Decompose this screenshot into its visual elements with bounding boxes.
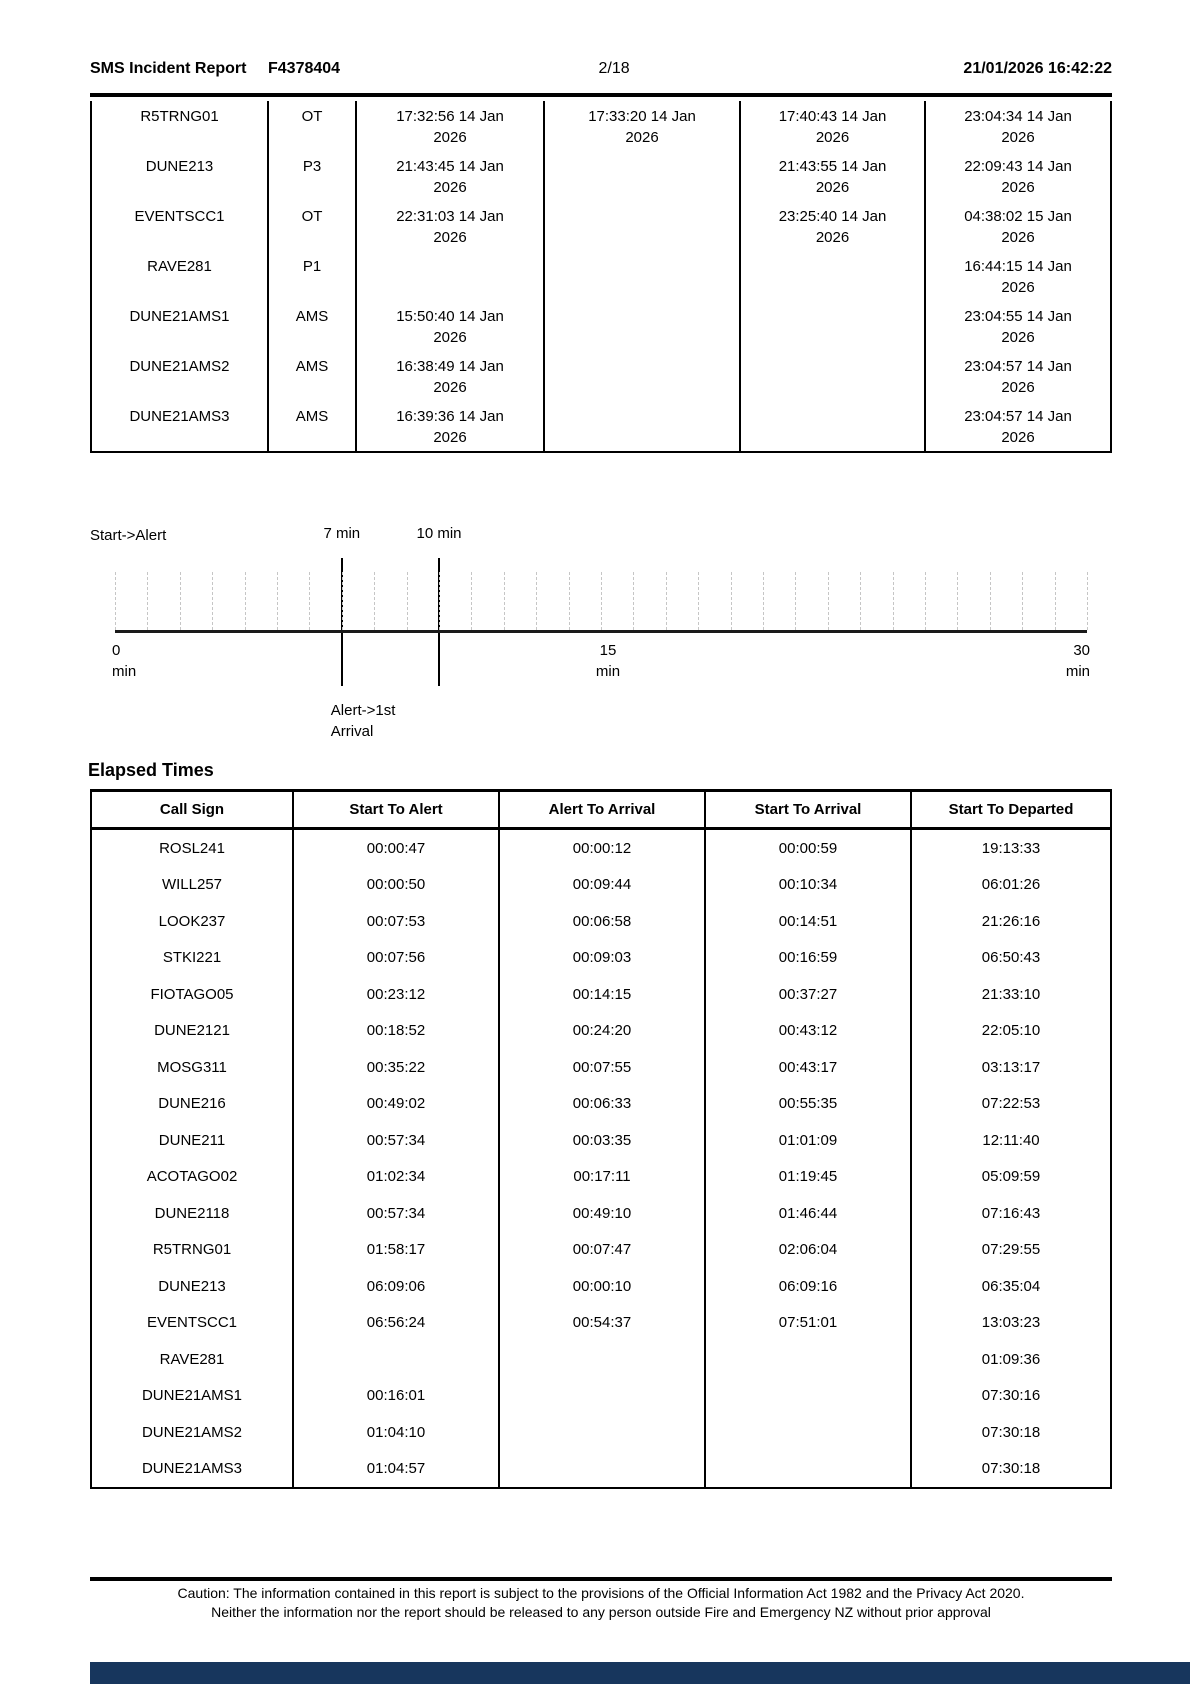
time-cell: 21:43:45 14 Jan 2026 bbox=[355, 151, 543, 201]
elapsed-row bbox=[92, 1414, 1110, 1451]
elapsed-row bbox=[92, 1268, 1110, 1305]
report-title: SMS Incident Report bbox=[90, 60, 247, 77]
minute-gridline bbox=[504, 572, 505, 630]
target-marker-label: 10 min bbox=[416, 525, 462, 542]
minute-gridline bbox=[212, 572, 213, 630]
elapsed-time-cell: 00:16:01 bbox=[292, 1378, 498, 1415]
elapsed-time-cell: 00:06:58 bbox=[498, 903, 704, 940]
call-sign-cell: DUNE213 bbox=[158, 1277, 226, 1295]
elapsed-time-cell: 07:30:16 bbox=[910, 1378, 1110, 1415]
elapsed-time-cell bbox=[498, 1341, 704, 1378]
elapsed-row bbox=[92, 1341, 1110, 1378]
generated-datetime: 21/01/2026 16:42:22 bbox=[963, 60, 1112, 77]
call-sign-cell: DUNE211 bbox=[158, 1131, 226, 1149]
elapsed-row bbox=[92, 1305, 1110, 1342]
elapsed-row bbox=[92, 1159, 1110, 1196]
time-cell: 23:04:55 14 Jan 2026 bbox=[924, 301, 1110, 351]
time-cell: 17:33:20 14 Jan 2026 bbox=[543, 101, 739, 151]
minute-gridline bbox=[439, 572, 440, 630]
priority-cell: AMS bbox=[267, 401, 355, 451]
call-sign-cell: WILL257 bbox=[161, 876, 223, 894]
time-cell bbox=[739, 351, 924, 401]
resource-row bbox=[92, 101, 1110, 151]
elapsed-time-cell: 00:43:17 bbox=[704, 1049, 910, 1086]
call-sign-cell: DUNE21AMS2 bbox=[129, 358, 230, 375]
elapsed-times-title: Elapsed Times bbox=[88, 760, 214, 780]
call-sign-cell: DUNE21AMS3 bbox=[129, 408, 230, 425]
elapsed-header-cell: Start To Departed bbox=[910, 792, 1110, 830]
minute-gridline bbox=[569, 572, 570, 630]
time-cell: 17:32:56 14 Jan 2026 bbox=[355, 101, 543, 151]
time-cell: 21:43:55 14 Jan 2026 bbox=[739, 151, 924, 201]
elapsed-time-cell: 01:04:10 bbox=[292, 1414, 498, 1451]
call-sign-cell: EVENTSCC1 bbox=[146, 1314, 238, 1332]
resource-row bbox=[92, 201, 1110, 251]
elapsed-row bbox=[92, 1086, 1110, 1123]
minute-gridline bbox=[374, 572, 375, 630]
call-sign-cell: STKI221 bbox=[162, 949, 222, 967]
elapsed-time-cell: 00:23:12 bbox=[292, 976, 498, 1013]
elapsed-time-cell: 00:07:53 bbox=[292, 903, 498, 940]
time-cell: 23:04:34 14 Jan 2026 bbox=[924, 101, 1110, 151]
resource-row bbox=[92, 151, 1110, 201]
minute-gridline bbox=[1087, 572, 1088, 630]
time-cell bbox=[355, 251, 543, 301]
page-number: 2/18 bbox=[598, 60, 630, 77]
alert-to-arrival-annotation: Alert->1st Arrival bbox=[330, 702, 396, 740]
elapsed-time-cell: 03:13:17 bbox=[910, 1049, 1110, 1086]
call-sign-cell: ACOTAGO02 bbox=[146, 1168, 238, 1186]
time-cell: 22:09:43 14 Jan 2026 bbox=[924, 151, 1110, 201]
call-sign-cell: DUNE2118 bbox=[154, 1204, 230, 1222]
elapsed-time-cell bbox=[704, 1451, 910, 1488]
elapsed-times-table bbox=[90, 789, 1112, 1489]
elapsed-row bbox=[92, 1013, 1110, 1050]
timeline-title: Start->Alert bbox=[90, 527, 167, 544]
elapsed-time-cell: 00:16:59 bbox=[704, 940, 910, 977]
elapsed-time-cell: 00:00:12 bbox=[498, 830, 704, 867]
time-cell bbox=[543, 201, 739, 251]
priority-cell: AMS bbox=[267, 351, 355, 401]
minute-gridline bbox=[1055, 572, 1056, 630]
elapsed-time-cell: 00:35:22 bbox=[292, 1049, 498, 1086]
elapsed-time-cell: 00:09:44 bbox=[498, 867, 704, 904]
minute-gridline bbox=[342, 572, 343, 630]
footer-rule bbox=[90, 1577, 1112, 1581]
time-cell bbox=[739, 301, 924, 351]
call-sign-cell: DUNE21AMS1 bbox=[141, 1387, 243, 1405]
elapsed-time-cell bbox=[704, 1378, 910, 1415]
time-cell: 23:04:57 14 Jan 2026 bbox=[924, 401, 1110, 451]
minute-gridline bbox=[147, 572, 148, 630]
elapsed-header-cell: Call Sign bbox=[92, 792, 292, 830]
elapsed-time-cell: 01:09:36 bbox=[910, 1341, 1110, 1378]
resource-row bbox=[92, 251, 1110, 301]
elapsed-time-cell: 05:09:59 bbox=[910, 1159, 1110, 1196]
elapsed-time-cell: 00:17:11 bbox=[498, 1159, 704, 1196]
page-header bbox=[90, 60, 1112, 86]
time-cell bbox=[543, 151, 739, 201]
elapsed-time-cell: 00:37:27 bbox=[704, 976, 910, 1013]
elapsed-time-cell bbox=[704, 1341, 910, 1378]
elapsed-time-cell: 01:01:09 bbox=[704, 1122, 910, 1159]
elapsed-time-cell: 06:56:24 bbox=[292, 1305, 498, 1342]
time-cell bbox=[739, 401, 924, 451]
minute-gridline bbox=[666, 572, 667, 630]
minute-gridline bbox=[407, 572, 408, 630]
elapsed-time-cell: 12:11:40 bbox=[910, 1122, 1110, 1159]
axis-label-15: 15 min bbox=[595, 642, 621, 680]
elapsed-time-cell: 06:01:26 bbox=[910, 867, 1110, 904]
priority-cell: P3 bbox=[267, 151, 355, 201]
elapsed-time-cell bbox=[704, 1414, 910, 1451]
time-cell: 04:38:02 15 Jan 2026 bbox=[924, 201, 1110, 251]
elapsed-time-cell: 07:30:18 bbox=[910, 1451, 1110, 1488]
call-sign-cell: DUNE216 bbox=[158, 1095, 226, 1113]
call-sign-cell: DUNE21AMS3 bbox=[141, 1460, 243, 1478]
elapsed-time-cell: 07:29:55 bbox=[910, 1232, 1110, 1269]
elapsed-time-cell: 00:09:03 bbox=[498, 940, 704, 977]
elapsed-time-cell: 00:54:37 bbox=[498, 1305, 704, 1342]
call-sign-cell: RAVE281 bbox=[159, 1350, 225, 1368]
elapsed-time-cell: 07:22:53 bbox=[910, 1086, 1110, 1123]
resource-times-table bbox=[90, 101, 1112, 453]
elapsed-time-cell: 00:49:02 bbox=[292, 1086, 498, 1123]
call-sign-cell: DUNE2121 bbox=[154, 1022, 230, 1040]
elapsed-time-cell: 00:55:35 bbox=[704, 1086, 910, 1123]
call-sign-cell: FIOTAGO05 bbox=[150, 985, 234, 1003]
call-sign-cell: DUNE21AMS1 bbox=[129, 308, 230, 325]
time-cell bbox=[543, 351, 739, 401]
elapsed-time-cell: 02:06:04 bbox=[704, 1232, 910, 1269]
minute-gridline bbox=[277, 572, 278, 630]
elapsed-time-cell: 00:07:55 bbox=[498, 1049, 704, 1086]
elapsed-row bbox=[92, 830, 1110, 867]
elapsed-time-cell: 00:14:51 bbox=[704, 903, 910, 940]
elapsed-time-cell: 01:02:34 bbox=[292, 1159, 498, 1196]
elapsed-row bbox=[92, 1122, 1110, 1159]
minute-gridline bbox=[698, 572, 699, 630]
minute-gridline bbox=[536, 572, 537, 630]
elapsed-time-cell bbox=[498, 1451, 704, 1488]
elapsed-time-cell: 21:26:16 bbox=[910, 903, 1110, 940]
minute-gridline bbox=[795, 572, 796, 630]
call-sign-cell: EVENTSCC1 bbox=[134, 208, 225, 225]
elapsed-time-cell: 00:07:56 bbox=[292, 940, 498, 977]
call-sign-cell: ROSL241 bbox=[159, 839, 225, 857]
resource-row bbox=[92, 401, 1110, 451]
minute-gridline bbox=[990, 572, 991, 630]
minute-gridline bbox=[115, 572, 116, 630]
call-sign-cell: MOSG311 bbox=[157, 1058, 227, 1076]
elapsed-time-cell: 06:09:06 bbox=[292, 1268, 498, 1305]
time-cell: 17:40:43 14 Jan 2026 bbox=[739, 101, 924, 151]
incident-number: F4378404 bbox=[268, 60, 341, 77]
minute-gridline bbox=[925, 572, 926, 630]
elapsed-time-cell: 00:00:47 bbox=[292, 830, 498, 867]
time-cell: 15:50:40 14 Jan 2026 bbox=[355, 301, 543, 351]
minute-gridline bbox=[633, 572, 634, 630]
minute-gridline bbox=[731, 572, 732, 630]
priority-cell: OT bbox=[267, 201, 355, 251]
time-cell: 16:44:15 14 Jan 2026 bbox=[924, 251, 1110, 301]
elapsed-time-cell bbox=[498, 1378, 704, 1415]
target-marker-label: 7 min bbox=[323, 525, 361, 542]
time-cell bbox=[543, 301, 739, 351]
minute-gridline bbox=[828, 572, 829, 630]
elapsed-row bbox=[92, 1378, 1110, 1415]
priority-cell: P1 bbox=[267, 251, 355, 301]
elapsed-time-cell: 06:35:04 bbox=[910, 1268, 1110, 1305]
elapsed-header-cell: Start To Arrival bbox=[704, 792, 910, 830]
resource-row bbox=[92, 301, 1110, 351]
call-sign-cell: RAVE281 bbox=[147, 258, 212, 275]
elapsed-time-cell: 00:06:33 bbox=[498, 1086, 704, 1123]
time-cell: 16:39:36 14 Jan 2026 bbox=[355, 401, 543, 451]
elapsed-time-cell: 07:51:01 bbox=[704, 1305, 910, 1342]
time-cell bbox=[543, 251, 739, 301]
priority-cell: AMS bbox=[267, 301, 355, 351]
elapsed-time-cell: 22:05:10 bbox=[910, 1013, 1110, 1050]
elapsed-header-cell: Start To Alert bbox=[292, 792, 498, 830]
caution-line-2: Neither the information nor the report should be released to any person outside Fire and Emergency NZ without prior approval bbox=[211, 1604, 991, 1620]
elapsed-row bbox=[92, 940, 1110, 977]
elapsed-row bbox=[92, 1049, 1110, 1086]
timeline-axis bbox=[115, 630, 1087, 633]
time-cell: 16:38:49 14 Jan 2026 bbox=[355, 351, 543, 401]
minute-gridline bbox=[957, 572, 958, 630]
minute-gridline bbox=[245, 572, 246, 630]
elapsed-time-cell: 00:00:10 bbox=[498, 1268, 704, 1305]
elapsed-time-cell: 07:16:43 bbox=[910, 1195, 1110, 1232]
resource-row bbox=[92, 351, 1110, 401]
call-sign-cell: R5TRNG01 bbox=[152, 1241, 232, 1259]
axis-label-30: 30 min bbox=[1065, 642, 1090, 680]
elapsed-time-cell: 00:14:15 bbox=[498, 976, 704, 1013]
elapsed-time-cell: 00:24:20 bbox=[498, 1013, 704, 1050]
elapsed-time-cell: 06:09:16 bbox=[704, 1268, 910, 1305]
footer-bar bbox=[90, 1662, 1190, 1684]
elapsed-time-cell: 00:10:34 bbox=[704, 867, 910, 904]
elapsed-row bbox=[92, 1451, 1110, 1488]
minute-gridline bbox=[893, 572, 894, 630]
time-cell: 22:31:03 14 Jan 2026 bbox=[355, 201, 543, 251]
elapsed-time-cell bbox=[292, 1341, 498, 1378]
time-cell bbox=[739, 251, 924, 301]
caution-line-1: Caution: The information contained in this report is subject to the provisions of the Official Information Act 1982 and the Privacy Act 2020. bbox=[177, 1585, 1025, 1601]
axis-label-0: 0 min bbox=[112, 642, 137, 680]
call-sign-cell: DUNE213 bbox=[145, 158, 214, 175]
call-sign-cell: LOOK237 bbox=[158, 912, 226, 930]
minute-gridline bbox=[601, 572, 602, 630]
minute-gridline bbox=[471, 572, 472, 630]
elapsed-time-cell: 00:57:34 bbox=[292, 1195, 498, 1232]
elapsed-time-cell: 21:33:10 bbox=[910, 976, 1110, 1013]
elapsed-time-cell: 07:30:18 bbox=[910, 1414, 1110, 1451]
elapsed-time-cell: 01:04:57 bbox=[292, 1451, 498, 1488]
elapsed-time-cell: 19:13:33 bbox=[910, 830, 1110, 867]
elapsed-time-cell: 00:03:35 bbox=[498, 1122, 704, 1159]
time-cell: 23:04:57 14 Jan 2026 bbox=[924, 351, 1110, 401]
elapsed-time-cell: 06:50:43 bbox=[910, 940, 1110, 977]
elapsed-row bbox=[92, 976, 1110, 1013]
elapsed-time-cell: 01:19:45 bbox=[704, 1159, 910, 1196]
elapsed-time-cell: 00:49:10 bbox=[498, 1195, 704, 1232]
time-cell bbox=[543, 401, 739, 451]
elapsed-time-cell: 00:00:50 bbox=[292, 867, 498, 904]
minute-gridline bbox=[1022, 572, 1023, 630]
elapsed-row bbox=[92, 1232, 1110, 1269]
minute-gridline bbox=[860, 572, 861, 630]
elapsed-time-cell: 01:58:17 bbox=[292, 1232, 498, 1269]
header-rule bbox=[90, 93, 1112, 97]
elapsed-time-cell: 01:46:44 bbox=[704, 1195, 910, 1232]
call-sign-cell: DUNE21AMS2 bbox=[141, 1423, 243, 1441]
time-cell: 23:25:40 14 Jan 2026 bbox=[739, 201, 924, 251]
priority-cell: OT bbox=[267, 101, 355, 151]
elapsed-time-cell: 00:00:59 bbox=[704, 830, 910, 867]
minute-gridline bbox=[309, 572, 310, 630]
elapsed-row bbox=[92, 867, 1110, 904]
elapsed-row bbox=[92, 903, 1110, 940]
elapsed-header-cell: Alert To Arrival bbox=[498, 792, 704, 830]
call-sign-cell: R5TRNG01 bbox=[140, 108, 219, 125]
elapsed-time-cell: 00:07:47 bbox=[498, 1232, 704, 1269]
elapsed-time-cell: 00:57:34 bbox=[292, 1122, 498, 1159]
elapsed-time-cell: 00:18:52 bbox=[292, 1013, 498, 1050]
minute-gridline bbox=[180, 572, 181, 630]
elapsed-time-cell: 13:03:23 bbox=[910, 1305, 1110, 1342]
elapsed-time-cell bbox=[498, 1414, 704, 1451]
elapsed-time-cell: 00:43:12 bbox=[704, 1013, 910, 1050]
minute-gridline bbox=[763, 572, 764, 630]
elapsed-row bbox=[92, 1195, 1110, 1232]
